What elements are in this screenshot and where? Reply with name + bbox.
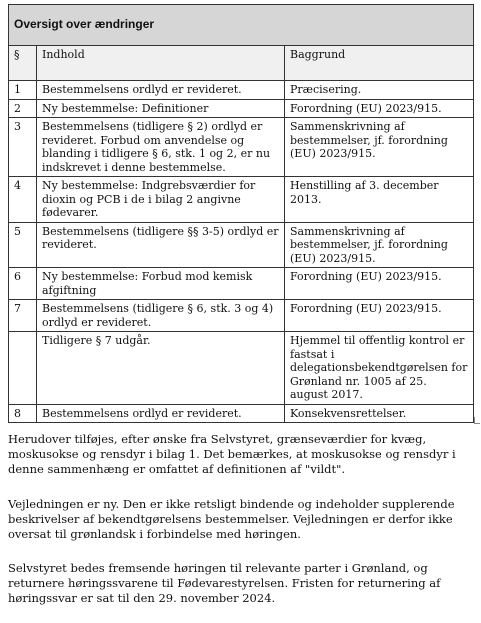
row-reason: Forordning (EU) 2023/915.: [285, 99, 474, 118]
row-reason: Henstilling af 3. december 2013.: [285, 177, 474, 223]
row-number: 2: [9, 99, 37, 118]
table-row: [9, 404, 474, 423]
row-number: 5: [9, 222, 37, 268]
row-content: Bestemmelsens (tidligere §§ 3-5) ordlyd er revideret.: [37, 222, 285, 268]
text-boundary-mark: [474, 417, 480, 424]
table-row: [9, 99, 474, 118]
paragraph-additions: Herudover tilføjes, efter ønske fra Selvstyret, grænseværdier for kvæg, moskusokse og rensdyr i bilag 1. Det bemærkes, at moskusokse og rensdyr i denne sammenhæng er omfattet af definitionen af "vildt".: [8, 432, 456, 476]
row-content: Tidligere § 7 udgår.: [37, 332, 285, 405]
header-paragraph: §: [9, 46, 37, 81]
table-header-row: [9, 46, 474, 81]
row-number: [9, 332, 37, 405]
table-row: [9, 81, 474, 100]
header-content: Indhold: [37, 46, 285, 81]
row-content: Bestemmelsens ordlyd er revideret.: [37, 404, 285, 423]
row-number: 6: [9, 268, 37, 300]
changes-table: [8, 4, 474, 423]
paragraph-guidance: Vejledningen er ny. Den er ikke retsligt bindende og indeholder supplerende beskrivelser af bekendtgørelsens bestemmelser. Vejledningen er derfor ikke oversat til grønlandsk i forbindelse med høringen.: [8, 497, 455, 541]
table-row: [9, 118, 474, 177]
row-content: Ny bestemmelse: Definitioner: [37, 99, 285, 118]
table-row: [9, 222, 474, 268]
row-reason: Forordning (EU) 2023/915.: [285, 268, 474, 300]
row-number: 7: [9, 300, 37, 332]
row-reason: Forordning (EU) 2023/915.: [285, 300, 474, 332]
row-content: Ny bestemmelse: Forbud mod kemisk afgiftning: [37, 268, 285, 300]
row-number: 4: [9, 177, 37, 223]
row-number: 8: [9, 404, 37, 423]
row-number: 3: [9, 118, 37, 177]
row-content: Bestemmelsens (tidligere § 6, stk. 3 og 4) ordlyd er revideret.: [37, 300, 285, 332]
row-reason: Sammenskrivning af bestemmelser, jf. forordning (EU) 2023/915.: [285, 222, 474, 268]
row-reason: Konsekvensrettelser.: [285, 404, 474, 423]
table-row: [9, 300, 474, 332]
table-row: [9, 177, 474, 223]
header-background: Baggrund: [285, 46, 474, 81]
table-title-row: [9, 5, 474, 46]
row-content: Ny bestemmelse: Indgrebsværdier for dioxin og PCB i de i bilag 2 angivne fødevarer.: [37, 177, 285, 223]
row-reason: Præcisering.: [285, 81, 474, 100]
row-content: Bestemmelsens (tidligere § 2) ordlyd er revideret. Forbud om anvendelse og blanding i tidligere § 6, stk. 1 og 2, er nu indskrevet i denne bestemmelse.: [37, 118, 285, 177]
paragraph-deadline: Selvstyret bedes fremsende høringen til relevante parter i Grønland, og returnere høringssvarene til Fødevarestyrelsen. Fristen for returnering af høringssvar er sat til den 29. november 2024.: [8, 561, 441, 605]
row-reason: Sammenskrivning af bestemmelser, jf. forordning (EU) 2023/915.: [285, 118, 474, 177]
row-reason: Hjemmel til offentlig kontrol er fastsat i delegationsbekendtgørelsen for Grønland nr. 1005 af 25. august 2017.: [285, 332, 474, 405]
table-title: Oversigt over ændringer: [9, 5, 474, 46]
row-number: 1: [9, 81, 37, 100]
row-content: Bestemmelsens ordlyd er revideret.: [37, 81, 285, 100]
table-row: [9, 332, 474, 405]
table-row: [9, 268, 474, 300]
